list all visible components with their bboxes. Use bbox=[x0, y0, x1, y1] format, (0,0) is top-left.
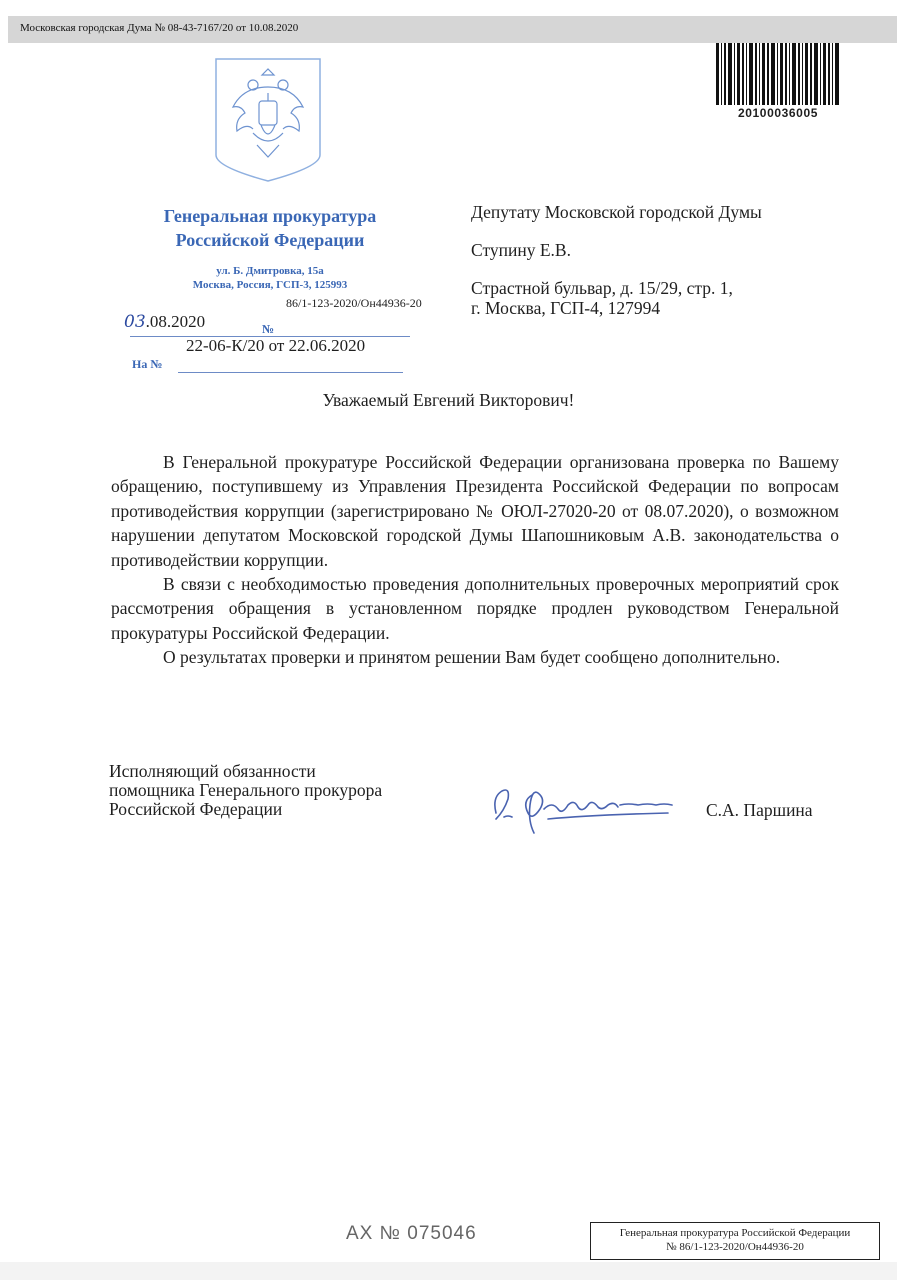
outgoing-number: 86/1-123-2020/Он44936-20 bbox=[286, 296, 422, 310]
address-line-1: ул. Б. Дмитровка, 15а bbox=[216, 265, 324, 277]
addressee-line-2: Ступину Е.В. bbox=[471, 240, 571, 260]
page-bottom-edge bbox=[0, 1262, 897, 1280]
signatory-line-1: Исполняющий обязанности bbox=[109, 761, 316, 781]
body-paragraph-1: В Генеральной прокуратуре Российской Федерации организована проверка по Вашему обращению, поступившему из Управления Президента Российской Федерации по вопросам противодействия коррупции (зарегистрировано № ОЮЛ-27020-20 от 08.07.2020), о возможном нарушении депутатом Московской городской Думы Шапошниковым А.В. законодательства о противодействии коррупции. bbox=[111, 452, 839, 570]
handwritten-day: 03 bbox=[124, 312, 146, 332]
letter-body bbox=[111, 450, 839, 670]
org-line-2: Российской Федерации bbox=[175, 230, 365, 250]
signatory-line-3: Российской Федерации bbox=[109, 799, 283, 819]
body-paragraph-2: В связи с необходимостью проведения дополнительных проверочных мероприятий срок рассмотрения обращения в установленном порядке продлен руководством Генеральной прокуратуры Российской Федерации. bbox=[111, 574, 839, 643]
date-rest: .08.2020 bbox=[145, 312, 206, 331]
in-reply-to-label: На № bbox=[132, 357, 163, 371]
stamp-line-2: № 86/1-123-2020/Он44936-20 bbox=[666, 1241, 804, 1253]
signatory-title bbox=[109, 762, 382, 819]
addressee-line-4: г. Москва, ГСП-4, 127994 bbox=[471, 298, 661, 318]
greeting: Уважаемый Евгений Викторович! bbox=[322, 390, 575, 410]
handwritten-signature bbox=[488, 779, 678, 839]
body-paragraph-3: О результатах проверки и принятом решении Вам будет сообщено дополнительно. bbox=[163, 647, 781, 668]
address-line-2: Москва, Россия, ГСП-3, 125993 bbox=[192, 279, 348, 291]
number-sign: № bbox=[262, 322, 275, 336]
sender-organization bbox=[140, 204, 400, 252]
signatory-line-2: помощника Генерального прокурора bbox=[109, 780, 383, 800]
reply-underline bbox=[178, 372, 403, 373]
outgoing-stamp bbox=[590, 1222, 880, 1260]
registration-stamp-line: Московская городская Дума № 08-43-7167/20 от 10.08.2020 bbox=[8, 16, 897, 43]
coat-of-arms-emblem bbox=[213, 57, 323, 183]
letter-date bbox=[124, 312, 205, 332]
reference-number: 22-06-К/20 от 22.06.2020 bbox=[186, 336, 366, 355]
sender-address bbox=[160, 264, 380, 292]
top-margin bbox=[0, 0, 897, 16]
org-line-1: Генеральная прокуратура bbox=[163, 206, 377, 226]
signatory-name: С.А. Паршина bbox=[706, 800, 813, 820]
addressee-line-3: Страстной бульвар, д. 15/29, стр. 1, bbox=[471, 278, 733, 298]
barcode-image bbox=[716, 43, 840, 105]
addressee-block bbox=[471, 202, 762, 318]
stamp-line-1: Генеральная прокуратура Российской Федерации bbox=[619, 1227, 851, 1239]
barcode-number: 20100036005 bbox=[737, 106, 818, 120]
addressee-line-1: Депутату Московской городской Думы bbox=[471, 202, 762, 222]
form-serial-number: АХ № 075046 bbox=[346, 1223, 477, 1244]
